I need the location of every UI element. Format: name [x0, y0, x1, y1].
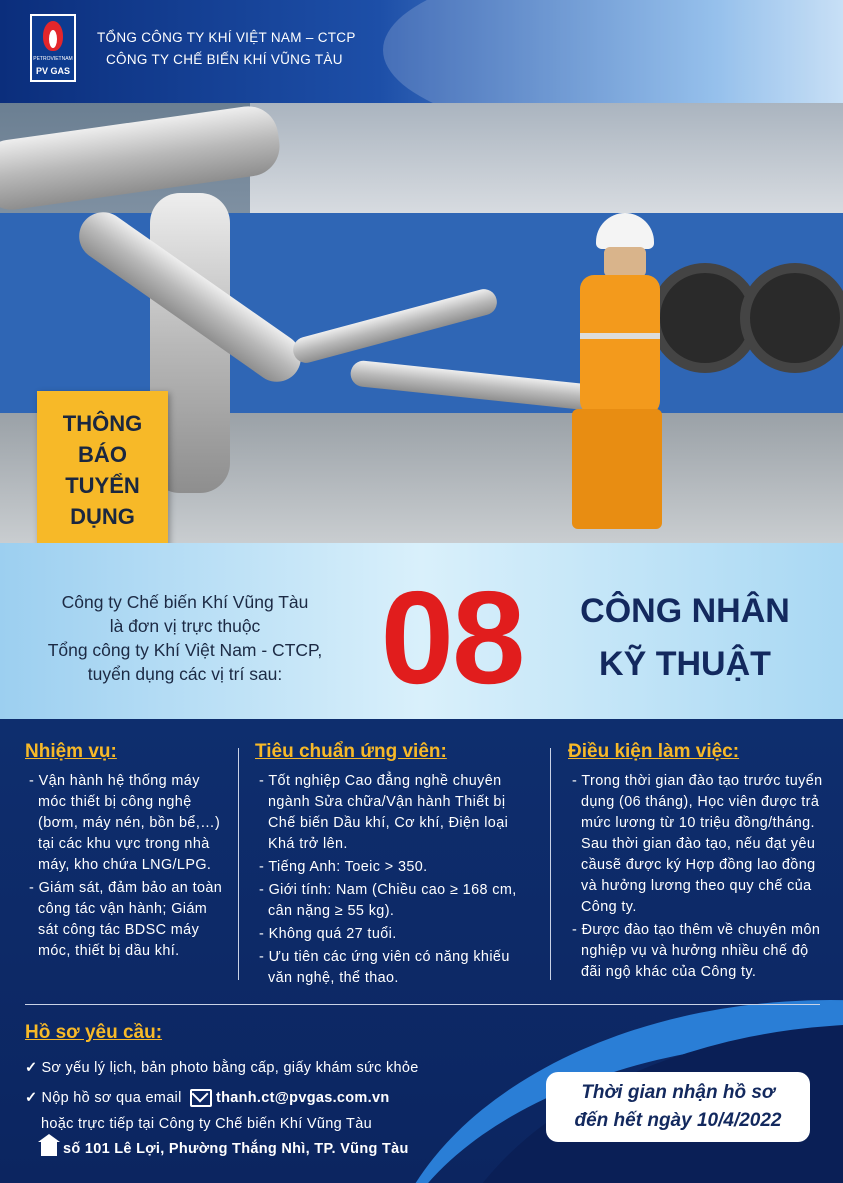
check-icon: ✓	[25, 1060, 38, 1076]
duties-title: Nhiệm vụ:	[25, 741, 117, 762]
conditions-column	[568, 741, 828, 985]
flame-inner	[49, 30, 57, 48]
check-icon: ✓	[25, 1089, 38, 1106]
duties-list	[25, 771, 225, 962]
column-divider	[550, 748, 551, 980]
list-item: - Ưu tiên các ứng viên có năng khiếu văn nghệ, thể thao.	[255, 947, 535, 989]
deadline-line2: đến hết ngày 10/4/2022	[574, 1110, 782, 1131]
badge-line: TUYỂN	[65, 473, 140, 498]
intro-line: tuyển dụng các vị trí sau:	[87, 664, 283, 684]
section-divider	[25, 1004, 820, 1005]
address-text: số 101 Lê Lợi, Phường Thắng Nhì, TP. Vũng Tàu	[63, 1141, 409, 1157]
list-item: - Được đào tạo thêm về chuyên môn nghiệp vụ và hưởng nhiều chế độ đãi ngộ khác của Công ty.	[568, 920, 828, 983]
intro-line: Công ty Chế biến Khí Vũng Tàu	[61, 592, 309, 612]
worker	[560, 213, 670, 543]
list-item: - Tiếng Anh: Toeic > 350.	[255, 857, 535, 878]
role-title-line2: KỸ THUẬT	[599, 645, 771, 683]
header-swoosh	[383, 0, 843, 103]
requirement-line	[25, 1089, 389, 1107]
badge-line: THÔNG	[62, 411, 143, 436]
helmet	[596, 213, 654, 249]
position-count: 08	[380, 564, 524, 711]
role-title-line1: CÔNG NHÂN	[580, 592, 790, 630]
email-link[interactable]: thanh.ct@pvgas.com.vn	[215, 1089, 390, 1106]
address-line	[41, 1141, 409, 1157]
conditions-list	[568, 771, 828, 983]
reflective-stripe	[580, 333, 660, 339]
intro-line: là đơn vị trực thuộc	[109, 616, 261, 636]
company-name: CÔNG TY CHẾ BIẾN KHÍ VŨNG TÀU	[106, 52, 343, 67]
badge-line: DỤNG	[70, 504, 135, 529]
pipe	[0, 103, 283, 214]
face	[604, 247, 646, 277]
requirement-text: hoặc trực tiếp tại Công ty Chế biến Khí Vũng Tàu	[41, 1116, 372, 1132]
criteria-column	[255, 741, 535, 991]
conditions-title: Điều kiện làm việc:	[568, 741, 740, 762]
legs	[572, 409, 662, 529]
deadline-line1: Thời gian nhận hồ sơ	[581, 1082, 775, 1103]
list-item: - Giới tính: Nam (Chiều cao ≥ 168 cm, cân nặng ≥ 55 kg).	[255, 880, 535, 922]
requirement-line	[25, 1060, 419, 1076]
requirement-text: Nộp hồ sơ qua email	[41, 1089, 182, 1106]
list-item: - Vận hành hệ thống máy móc thiết bị công nghệ (bơm, máy nén, bồn bể,…) tại các khu vực trong nhà máy, kho chứa LNG/LPG.	[25, 771, 225, 876]
intro-line: Tổng công ty Khí Việt Nam - CTCP,	[47, 640, 323, 660]
column-divider	[238, 748, 239, 980]
pvgas-logo	[30, 14, 76, 82]
criteria-list	[255, 771, 535, 989]
mail-icon	[190, 1089, 212, 1107]
intro-text	[40, 590, 330, 686]
header	[0, 0, 843, 103]
requirements-title: Hồ sơ yêu cầu:	[25, 1022, 163, 1043]
deadline-box	[546, 1072, 810, 1142]
logo-top-text: PETROVIETNAM	[33, 56, 73, 62]
list-item: - Giám sát, đảm bảo an toàn công tác vận hành; Giám sát công tác BDSC máy móc, thiết bị dầu khí.	[25, 878, 225, 962]
uniform	[580, 275, 660, 415]
wheel	[740, 263, 843, 373]
duties-column	[25, 741, 225, 964]
list-item: - Không quá 27 tuổi.	[255, 924, 535, 945]
badge-line: BÁO	[78, 442, 127, 467]
criteria-title: Tiêu chuẩn ứng viên:	[255, 741, 447, 762]
parent-company-name: TỔNG CÔNG TY KHÍ VIỆT NAM – CTCP	[97, 30, 356, 45]
list-item: - Tốt nghiệp Cao đẳng nghề chuyên ngành Sửa chữa/Vận hành Thiết bị Chế biến Dầu khí, Cơ khí, Điện loại Khá trở lên.	[255, 771, 535, 855]
list-item: - Trong thời gian đào tạo trước tuyển dụng (06 tháng), Học viên được trả mức lương từ 10 triệu đồng/tháng. Sau thời gian đào tạo, nếu đạt yêu cầusẽ được ký Hợp đồng lao đồng và hưởng lương theo quy chế của Công ty.	[568, 771, 828, 918]
home-icon	[41, 1142, 57, 1156]
recruitment-badge	[37, 391, 168, 559]
logo-bottom-text: PV GAS	[35, 66, 70, 76]
requirement-text: Sơ yếu lý lịch, bản photo bằng cấp, giấy khám sức khỏe	[41, 1060, 419, 1076]
